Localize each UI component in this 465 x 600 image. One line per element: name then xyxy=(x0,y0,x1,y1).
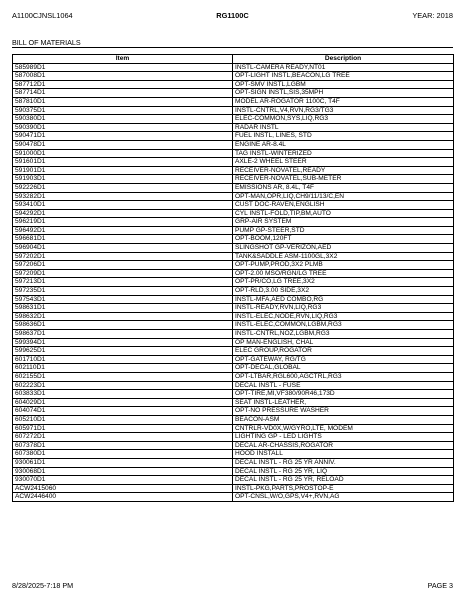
table-row xyxy=(13,226,454,235)
item-description-cell: DECAL INSTL - FUSE xyxy=(233,381,454,390)
table-row xyxy=(13,72,454,81)
table-row xyxy=(13,330,454,339)
item-number-cell: 596219D1 xyxy=(13,218,233,227)
item-description-cell: GRP-AIR SYSTEM xyxy=(233,218,454,227)
page-number: PAGE 3 xyxy=(427,581,453,590)
item-description-cell: OPT-CNSL,W/O,GPS,V4+,RVN,AG xyxy=(233,493,454,502)
item-description-cell: OPT-PR/CO,LG TREE,3X2 xyxy=(233,278,454,287)
item-number-cell: 597213D1 xyxy=(13,278,233,287)
item-description-cell: INSTL-CAMERA READY,NT01 xyxy=(233,63,454,72)
table-row xyxy=(13,312,454,321)
item-number-cell: 596681D1 xyxy=(13,235,233,244)
item-description-cell: TAG INSTL-WINTERIZED xyxy=(233,149,454,158)
table-row xyxy=(13,287,454,296)
item-description-cell: INSTL-READY,RVN,LIQ,RG3 xyxy=(233,304,454,313)
table-row xyxy=(13,390,454,399)
table-row xyxy=(13,278,454,287)
item-description-cell: OPT-2.00 MSO/RGN/LG TREE xyxy=(233,269,454,278)
item-number-cell: 930061D1 xyxy=(13,458,233,467)
item-description-cell: OPT-LIGHT INSTL,BEACON,LG TREE xyxy=(233,72,454,81)
item-number-cell: 599394D1 xyxy=(13,338,233,347)
model-year: YEAR: 2018 xyxy=(412,11,453,20)
item-description-cell: RECEIVER-NOVATEL,READY xyxy=(233,166,454,175)
item-description-cell: OPT-RLD,3.00 SIDE,3X2 xyxy=(233,287,454,296)
item-description-cell: FUEL INSTL, LINES, STD xyxy=(233,132,454,141)
item-description-cell: ENGINE AR-8.4L xyxy=(233,140,454,149)
table-row xyxy=(13,235,454,244)
item-number-cell: 598637D1 xyxy=(13,330,233,339)
item-number-cell: 594292D1 xyxy=(13,209,233,218)
item-number-cell: 587712D1 xyxy=(13,80,233,89)
table-row xyxy=(13,493,454,502)
item-number-cell: 597209D1 xyxy=(13,269,233,278)
table-row xyxy=(13,407,454,416)
table-row xyxy=(13,89,454,98)
item-description-cell: ELEC-COMMON,SYS,LIQ,RG3 xyxy=(233,115,454,124)
table-row xyxy=(13,132,454,141)
table-row xyxy=(13,244,454,253)
table-row xyxy=(13,372,454,381)
item-number-cell: 590390D1 xyxy=(13,123,233,132)
table-row xyxy=(13,201,454,210)
document-id: A1100CJNSL1064 xyxy=(12,11,73,20)
item-number-cell: 585989D1 xyxy=(13,63,233,72)
page-footer xyxy=(12,581,453,591)
item-description-cell: BEACON-ASM xyxy=(233,415,454,424)
table-header-row xyxy=(13,55,454,64)
item-description-cell: HOOD INSTALL xyxy=(233,450,454,459)
item-number-cell: 598632D1 xyxy=(13,312,233,321)
table-row xyxy=(13,261,454,270)
item-number-cell: 597235D1 xyxy=(13,287,233,296)
table-body xyxy=(13,63,454,501)
item-description-cell: INSTL-ELEC,COMMON,LGBM,RG3 xyxy=(233,321,454,330)
item-description-cell: LIGHTING GP - LED LIGHTS xyxy=(233,433,454,442)
item-number-cell: 587810D1 xyxy=(13,97,233,106)
table-row xyxy=(13,209,454,218)
table-row xyxy=(13,304,454,313)
print-timestamp: 8/28/2025-7:18 PM xyxy=(12,581,74,590)
table-row xyxy=(13,433,454,442)
table-row xyxy=(13,321,454,330)
item-number-cell: 591903D1 xyxy=(13,175,233,184)
item-description-cell: DECAL AR-CHASSIS,ROGATOR xyxy=(233,441,454,450)
item-number-cell: 604074D1 xyxy=(13,407,233,416)
table-row xyxy=(13,467,454,476)
item-number-cell: 591901D1 xyxy=(13,166,233,175)
item-number-cell: 602223D1 xyxy=(13,381,233,390)
item-description-cell: CUST DOC-RAVEN,ENGLISH xyxy=(233,201,454,210)
item-number-cell: 593410D1 xyxy=(13,201,233,210)
table-row xyxy=(13,364,454,373)
table-row xyxy=(13,450,454,459)
table-row xyxy=(13,115,454,124)
item-description-cell: CYL INSTL-FOLD,TIP,BM,AUTO xyxy=(233,209,454,218)
table-row xyxy=(13,123,454,132)
item-description-cell: OPT-BOOM,120FT xyxy=(233,235,454,244)
item-description-cell: TANK&SADDLE ASM-1100GL,3X2 xyxy=(233,252,454,261)
table-row xyxy=(13,166,454,175)
table-row xyxy=(13,347,454,356)
item-description-cell: ELEC GROUP,ROGATOR xyxy=(233,347,454,356)
item-number-cell: 607378D1 xyxy=(13,441,233,450)
item-description-cell: OPT-SIGN INSTL,SIS,35MPH xyxy=(233,89,454,98)
table-row xyxy=(13,338,454,347)
page-header xyxy=(12,11,453,21)
item-description-cell: DECAL INSTL - RG 25 YR, RELOAD xyxy=(233,476,454,485)
item-number-cell: ACW2446400 xyxy=(13,493,233,502)
item-number-cell: 604029D1 xyxy=(13,398,233,407)
item-description-cell: RECEIVER-NOVATEL,SUB-METER xyxy=(233,175,454,184)
item-number-cell: 591000D1 xyxy=(13,149,233,158)
item-description-cell: OP MAN-ENGLISH, CHAL xyxy=(233,338,454,347)
item-number-cell: 590471D1 xyxy=(13,132,233,141)
item-description-cell: OPT-PUMP,PROD,3X2 PLMB xyxy=(233,261,454,270)
item-description-cell: INSTL-CNTRL,NOZ,LGBM,RG3 xyxy=(233,330,454,339)
item-description-cell: OPT-DECAL,GLOBAL xyxy=(233,364,454,373)
item-description-cell: OPT-SMV INSTL,LGBM xyxy=(233,80,454,89)
bill-of-materials-table xyxy=(12,54,454,502)
item-description-cell: EMISSIONS AR, 8.4L, T4F xyxy=(233,183,454,192)
section-title: BILL OF MATERIALS xyxy=(12,38,81,47)
item-number-cell: 591601D1 xyxy=(13,158,233,167)
item-number-cell: 598631D1 xyxy=(13,304,233,313)
item-description-cell: RADAR INSTL xyxy=(233,123,454,132)
table-row xyxy=(13,458,454,467)
table-row xyxy=(13,97,454,106)
item-description-cell: DECAL INSTL - RG 25 YR ANNIV. xyxy=(233,458,454,467)
table-row xyxy=(13,80,454,89)
item-number-cell: 590478D1 xyxy=(13,140,233,149)
item-number-cell: 596492D1 xyxy=(13,226,233,235)
item-description-cell: OPT-TIRE,MI,VF380/90R46,173D xyxy=(233,390,454,399)
item-number-cell: 605971D1 xyxy=(13,424,233,433)
item-number-cell: 590380D1 xyxy=(13,115,233,124)
table-row xyxy=(13,140,454,149)
table-row xyxy=(13,484,454,493)
item-number-cell: 593282D1 xyxy=(13,192,233,201)
table-row xyxy=(13,355,454,364)
item-number-cell: 597543D1 xyxy=(13,295,233,304)
table-row xyxy=(13,441,454,450)
item-description-cell: MODEL AR-ROGATOR 1100C, T4F xyxy=(233,97,454,106)
item-description-cell: OPT-GATEWAY, RG/TG xyxy=(233,355,454,364)
item-description-cell: SLINGSHOT GP-VERIZON,AED xyxy=(233,244,454,253)
item-number-cell: 602155D1 xyxy=(13,372,233,381)
item-description-cell: INSTL-ELEC,NODE,RVN,LIQ,RG3 xyxy=(233,312,454,321)
item-description-cell: SEAT INSTL-LEATHER, xyxy=(233,398,454,407)
item-number-cell: ACW2415060 xyxy=(13,484,233,493)
item-description-cell: DECAL INSTL - RG 25 YR, LIQ xyxy=(233,467,454,476)
table-row xyxy=(13,398,454,407)
item-number-cell: 605210D1 xyxy=(13,415,233,424)
item-number-cell: 587714D1 xyxy=(13,89,233,98)
item-number-cell: 930070D1 xyxy=(13,476,233,485)
item-description-cell: OPT-LTBAR,RGL600,AGCTRL,RG3 xyxy=(233,372,454,381)
item-number-cell: 930068D1 xyxy=(13,467,233,476)
item-description-cell: INSTL-PKG,PARTS,PROSTOP-E xyxy=(233,484,454,493)
item-description-cell: PUMP GP-STEER,STD xyxy=(233,226,454,235)
table-row xyxy=(13,192,454,201)
table-row xyxy=(13,183,454,192)
model-title: RG1100C xyxy=(216,11,249,20)
column-header-description: Description xyxy=(233,55,454,64)
item-number-cell: 599625D1 xyxy=(13,347,233,356)
item-description-cell: OPT-MAN,OPR,LIQ,CH9/11/13/C,EN xyxy=(233,192,454,201)
item-number-cell: 603833D1 xyxy=(13,390,233,399)
item-number-cell: 597202D1 xyxy=(13,252,233,261)
table-row xyxy=(13,63,454,72)
column-header-item: Item xyxy=(13,55,233,64)
table-row xyxy=(13,476,454,485)
table-row xyxy=(13,295,454,304)
table-row xyxy=(13,106,454,115)
item-description-cell: OPT-NO PRESSURE WASHER xyxy=(233,407,454,416)
item-description-cell: INSTL-MFA,AED COMBO,RG xyxy=(233,295,454,304)
table-row xyxy=(13,252,454,261)
item-number-cell: 601710D1 xyxy=(13,355,233,364)
item-number-cell: 607272D1 xyxy=(13,433,233,442)
table-row xyxy=(13,158,454,167)
item-description-cell: AXLE-2 WHEEL STEER xyxy=(233,158,454,167)
table-row xyxy=(13,381,454,390)
item-number-cell: 587008D1 xyxy=(13,72,233,81)
header-divider xyxy=(12,47,453,48)
table-row xyxy=(13,424,454,433)
item-number-cell: 590375D1 xyxy=(13,106,233,115)
item-number-cell: 607380D1 xyxy=(13,450,233,459)
item-number-cell: 602110D1 xyxy=(13,364,233,373)
item-number-cell: 597206D1 xyxy=(13,261,233,270)
item-number-cell: 592226D1 xyxy=(13,183,233,192)
table-row xyxy=(13,269,454,278)
item-number-cell: 596904D1 xyxy=(13,244,233,253)
item-description-cell: CNTRLR-VD0X,W/GYRO,LTE, MODEM xyxy=(233,424,454,433)
item-number-cell: 598636D1 xyxy=(13,321,233,330)
item-description-cell: INSTL-CNTRL,V4,RVN,RG3/TG3 xyxy=(233,106,454,115)
table-row xyxy=(13,218,454,227)
table-row xyxy=(13,415,454,424)
table-row xyxy=(13,175,454,184)
table-row xyxy=(13,149,454,158)
